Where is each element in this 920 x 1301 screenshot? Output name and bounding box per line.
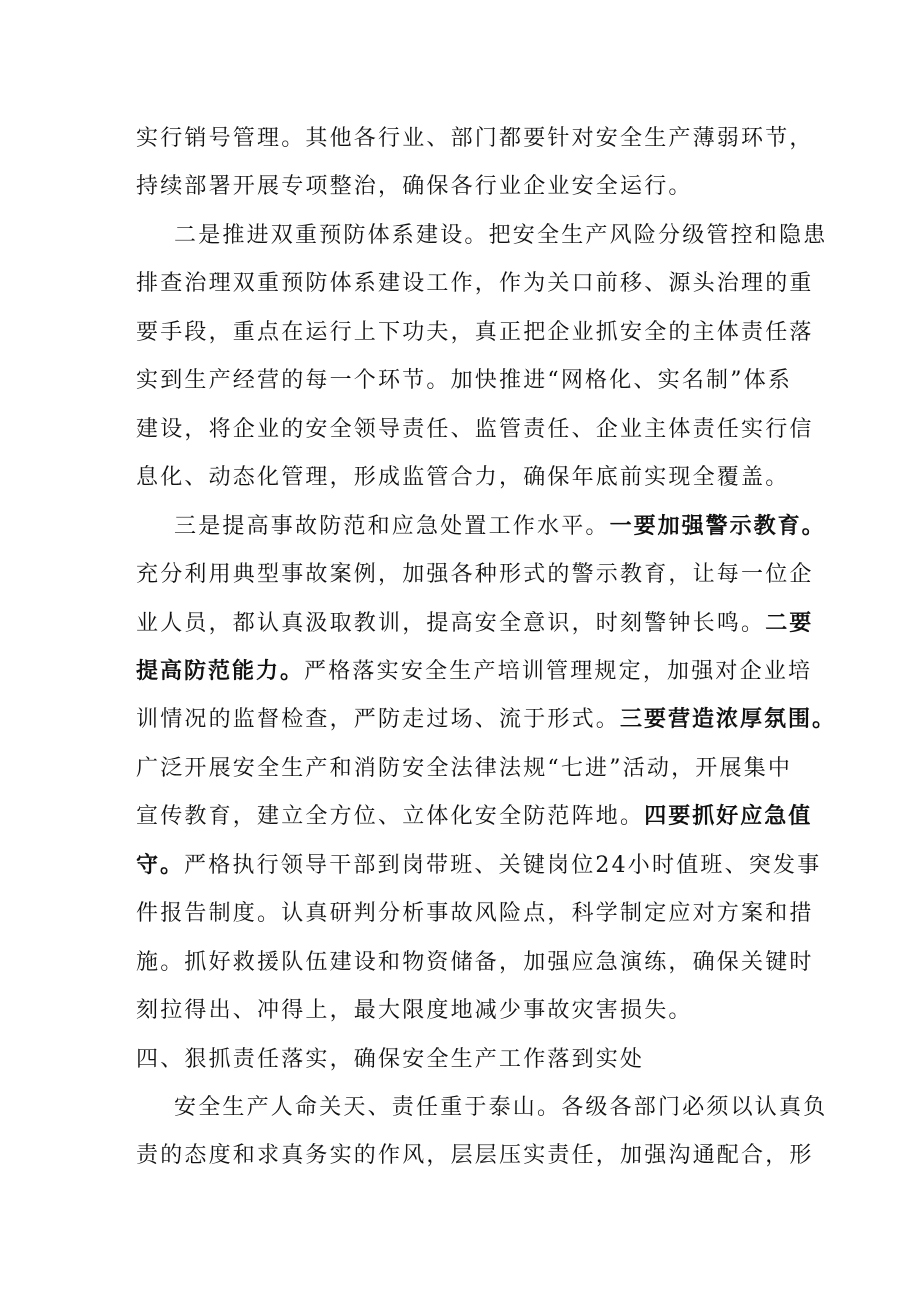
text-line <box>0 991 920 1031</box>
text-line <box>0 700 920 740</box>
text-segment: 充分利用典型事故案例，加强各种形式的警示教育，让每一位企 <box>136 562 814 587</box>
text-line <box>0 216 920 256</box>
text-line <box>0 1088 920 1128</box>
text-segment: 排查治理双重预防体系建设工作，作为关口前移、源头治理的重 <box>136 271 814 296</box>
text-segment: 刻拉得出、冲得上，最大限度地减少事故灾害损失。 <box>136 998 693 1023</box>
text-line <box>0 507 920 547</box>
text-line <box>0 1040 920 1080</box>
text-line <box>0 313 920 353</box>
text-segment: 安全生产人命关天、责任重于泰山。各级各部门必须以认真负 <box>174 1095 828 1120</box>
text-segment: 建设，将企业的安全领导责任、监管责任、企业主体责任实行信 <box>136 417 814 442</box>
text-line <box>0 846 920 886</box>
text-line <box>0 604 920 644</box>
text-line <box>0 943 920 983</box>
text-segment: 广泛开展安全生产和消防安全法律法规“七进”活动，开展集中 <box>136 756 793 781</box>
text-line <box>0 652 920 692</box>
text-segment: 实行销号管理。其他各行业、部门都要针对安全生产薄弱环节， <box>136 126 814 151</box>
text-line <box>0 410 920 450</box>
bold-text-segment: 提高防范能力。 <box>136 659 305 684</box>
text-line <box>0 458 920 498</box>
text-segment: 件报告制度。认真研判分析事故风险点，科学制定应对方案和措 <box>136 901 814 926</box>
bold-text-segment: 三要营造浓厚氛围。 <box>620 707 837 732</box>
text-segment: 三是提高事故防范和应急处置工作水平。 <box>174 514 610 539</box>
text-segment: 要手段，重点在运行上下功夫，真正把企业抓安全的主体责任落 <box>136 320 814 345</box>
text-segment: 业人员，都认真汲取教训，提高安全意识，时刻警钟长鸣。 <box>136 611 766 636</box>
text-segment: 严格执行领导干部到岗带班、关键岗位24小时值班、突发事 <box>184 853 822 878</box>
bold-text-segment: 一要加强警示教育。 <box>609 514 826 539</box>
text-line <box>0 119 920 159</box>
text-line <box>0 749 920 789</box>
text-segment: 训情况的监督检查，严防走过场、流于形式。 <box>136 707 621 732</box>
text-line <box>0 555 920 595</box>
bold-text-segment: 二要 <box>765 611 814 636</box>
text-line <box>0 361 920 401</box>
text-segment: 四、狠抓责任落实，确保安全生产工作落到实处 <box>136 1047 645 1072</box>
text-line <box>0 894 920 934</box>
text-segment: 宣传教育，建立全方位、立体化安全防范阵地。 <box>136 804 645 829</box>
text-segment: 持续部署开展专项整治，确保各行业企业安全运行。 <box>136 174 693 199</box>
text-segment: 实到生产经营的每一个环节。加快推进“网格化、实名制”体系 <box>136 368 793 393</box>
text-segment: 二是推进双重预防体系建设。把安全生产风险分级管控和隐患 <box>174 223 828 248</box>
text-line <box>0 1136 920 1176</box>
text-segment: 责的态度和求真务实的作风，层层压实责任，加强沟通配合，形 <box>136 1143 814 1168</box>
text-line <box>0 264 920 304</box>
bold-text-segment: 四要抓好应急值 <box>644 804 813 829</box>
text-segment: 严格落实安全生产培训管理规定，加强对企业培 <box>304 659 813 684</box>
text-segment: 施。抓好救援队伍建设和物资储备，加强应急演练，确保关键时 <box>136 950 814 975</box>
text-line <box>0 167 920 207</box>
text-line <box>0 797 920 837</box>
text-segment: 息化、动态化管理，形成监管合力，确保年底前实现全覆盖。 <box>136 465 790 490</box>
bold-text-segment: 守。 <box>136 853 185 878</box>
